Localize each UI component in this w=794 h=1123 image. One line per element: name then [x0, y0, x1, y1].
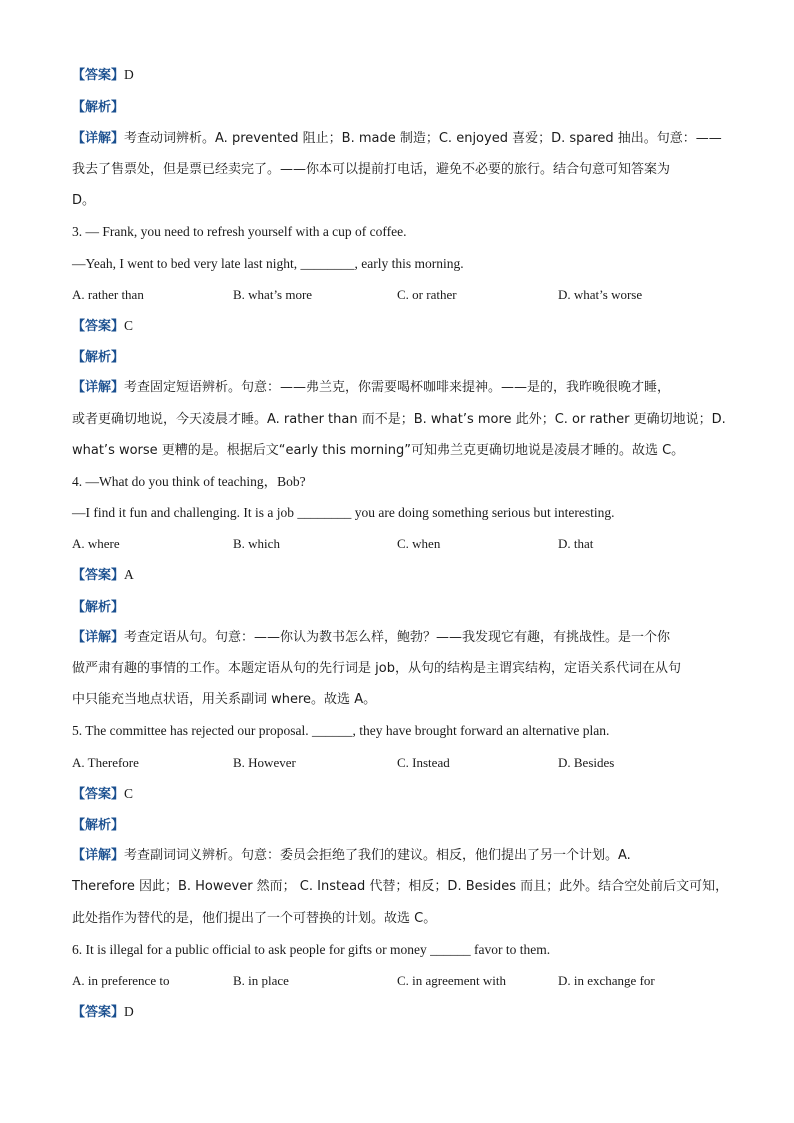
analysis-tag: 【解析】: [72, 350, 125, 365]
option-c: C. or rather: [397, 287, 457, 302]
detail-tag: 【详解】: [72, 630, 125, 645]
detail-tag: 【详解】: [72, 131, 125, 146]
answer-value: C: [124, 786, 134, 801]
detail-line: [72, 847, 722, 865]
answer-line: [72, 317, 722, 336]
detail-line: what’s worse 更糟的是。根据后文“early this morning”可知弗兰克更确切地说是凌晨才睡的。故选 C。: [72, 443, 685, 458]
question-stem-2: —I find it fun and challenging. It is a job ________ you are doing something serious but interesting.: [72, 505, 615, 520]
detail-text: 考查固定短语辨析。句意：——弗兰克，你需要喝杯咖啡来提神。——是的，我昨晚很晚才睡，: [124, 380, 671, 395]
question-stem: 6. It is illegal for a public official to ask people for gifts or money ______ favor to them.: [72, 942, 551, 957]
option-c: C. Instead: [397, 755, 450, 770]
detail-text: 考查动词辨析。A. prevented 阻止；B. made 制造；C. enjoyed 喜爱；D. spared 抽出。句意：——: [124, 131, 722, 146]
answer-tag: 【答案】: [72, 1005, 125, 1020]
option-d: D. what’s worse: [558, 287, 643, 302]
option-c: C. in agreement with: [397, 973, 507, 988]
analysis-tag: 【解析】: [72, 818, 125, 833]
analysis-tag: 【解析】: [72, 600, 125, 615]
option-b: B. However: [233, 755, 296, 770]
analysis-line: [72, 816, 722, 835]
answer-line: [72, 1003, 722, 1022]
detail-line: [72, 379, 722, 397]
detail-line: 中只能充当地点状语，用关系副词 where。故选 A。: [72, 692, 377, 707]
detail-tag: 【详解】: [72, 380, 125, 395]
answer-line: [72, 66, 722, 85]
answer-tag: 【答案】: [72, 787, 125, 802]
options-row: [72, 286, 722, 304]
options-row: [72, 754, 722, 772]
question-stem: 3. — Frank, you need to refresh yourself with a cup of coffee.: [72, 224, 407, 239]
detail-text: 考查副词词义辨析。句意：委员会拒绝了我们的建议。相反，他们提出了另一个计划。A.: [124, 848, 631, 863]
option-b: B. in place: [233, 973, 289, 988]
answer-tag: 【答案】: [72, 319, 125, 334]
option-c: C. when: [397, 536, 441, 551]
analysis-tag: 【解析】: [72, 100, 125, 115]
analysis-line: [72, 348, 722, 367]
answer-line: [72, 566, 722, 585]
option-b: B. what’s more: [233, 287, 313, 302]
detail-line: [72, 629, 722, 647]
answer-tag: 【答案】: [72, 568, 125, 583]
detail-line: 我去了售票处，但是票已经卖完了。——你本可以提前打电话，避免不必要的旅行。结合句意可知答案为: [72, 162, 671, 177]
detail-line: Therefore 因此；B. However 然而； C. Instead 代替；相反；D. Besides 而且；此外。结合空处前后文可知，: [72, 879, 729, 894]
option-a: A. where: [72, 536, 120, 551]
detail-line: D。: [72, 193, 96, 208]
option-d: D. Besides: [558, 755, 615, 770]
option-d: D. in exchange for: [558, 973, 655, 988]
answer-value: D: [124, 67, 134, 82]
detail-line: 或者更确切地说，今天凌晨才睡。A. rather than 而不是；B. what’s more 此外；C. or rather 更确切地说；D.: [72, 412, 726, 427]
detail-line: 此处指作为替代的是，他们提出了一个可替换的计划。故选 C。: [72, 911, 437, 926]
analysis-line: [72, 98, 722, 117]
answer-value: D: [124, 1004, 134, 1019]
option-a: A. Therefore: [72, 755, 139, 770]
answer-value: A: [124, 567, 134, 582]
detail-line: 做严肃有趣的事情的工作。本题定语从句的先行词是 job，从句的结构是主谓宾结构，定语关系代词在从句: [72, 661, 681, 676]
options-row: [72, 972, 722, 990]
answer-line: [72, 785, 722, 804]
option-a: A. rather than: [72, 287, 144, 302]
option-b: B. which: [233, 536, 280, 551]
detail-line: [72, 130, 722, 148]
answer-tag: 【答案】: [72, 68, 125, 83]
detail-text: 考查定语从句。句意：——你认为教书怎么样，鲍勃？——我发现它有趣，有挑战性。是一个你: [124, 630, 671, 645]
question-stem: 5. The committee has rejected our proposal. ______, they have brought forward an alternative plan.: [72, 723, 610, 738]
answer-value: C: [124, 318, 134, 333]
question-stem: 4. —What do you think of teaching，Bob?: [72, 474, 306, 489]
question-stem-2: —Yeah, I went to bed very late last night, ________, early this morning.: [72, 256, 464, 271]
option-a: A. in preference to: [72, 973, 170, 988]
option-d: D. that: [558, 536, 594, 551]
analysis-line: [72, 598, 722, 617]
detail-tag: 【详解】: [72, 848, 125, 863]
options-row: [72, 535, 722, 553]
